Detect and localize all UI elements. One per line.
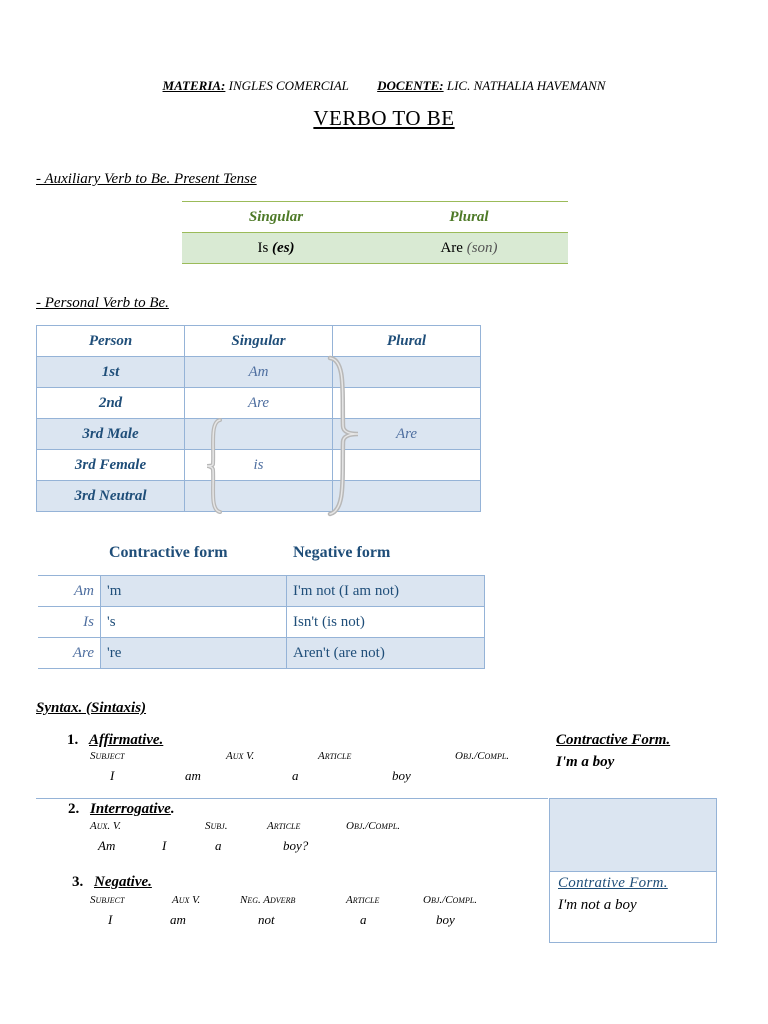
aux-header-plural: Plural	[370, 202, 568, 233]
person-cell: 3rd Female	[37, 450, 185, 481]
affirmative-contractive-title: Contractive Form.	[556, 732, 671, 748]
personal-header-singular: Singular	[185, 326, 333, 357]
affirmative-word-subject: I	[110, 768, 115, 783]
person-cell: 3rd Male	[37, 419, 185, 450]
negative-label-aux: Aux V.	[172, 894, 201, 906]
section-personal-heading: - Personal Verb to Be.	[36, 295, 169, 311]
negative-form-header: Negative form	[293, 544, 391, 561]
singular-cell: Am	[185, 357, 333, 388]
negative-cell: I'm not (I am not)	[287, 576, 485, 607]
materia-label: MATERIA:	[162, 78, 226, 93]
affirmative-label-aux: Aux V.	[226, 750, 255, 762]
interrogative-word-subj: I	[162, 838, 167, 853]
negative-label-subject: Subject	[90, 894, 125, 906]
interrogative-label-obj: Obj./Compl.	[346, 820, 401, 832]
table-row	[38, 576, 485, 607]
negative-number: 3.	[72, 874, 84, 890]
negative-word-obj: boy	[436, 912, 455, 927]
docente-label: DOCENTE:	[377, 78, 444, 93]
negative-label-obj: Obj./Compl.	[423, 894, 478, 906]
docente-value: LIC. NATHALIA HAVEMANN	[446, 78, 606, 93]
negative-label-article: Article	[346, 894, 380, 906]
person-cell: 1st	[37, 357, 185, 388]
affirmative-word-obj: boy	[392, 768, 411, 783]
aux-singular-translation: (es)	[272, 239, 295, 256]
affirmative-word-article: a	[292, 768, 299, 783]
table-row	[37, 388, 481, 419]
aux-header-singular: Singular	[182, 202, 370, 233]
aux-singular-verb: Is	[257, 239, 269, 256]
plural-are-cell: Are	[333, 419, 481, 450]
negative-contractive-title: Contrative Form.	[558, 875, 668, 891]
affirmative-number: 1.	[67, 732, 79, 748]
table-row	[38, 607, 485, 638]
page-title: VERBO TO BE	[313, 106, 455, 130]
negative-cell: Isn't (is not)	[287, 607, 485, 638]
auxiliary-table	[182, 201, 568, 264]
verb-cell: Are	[38, 638, 101, 669]
aux-plural-verb: Are	[440, 239, 463, 256]
interrogative-word-aux: Am	[98, 838, 116, 853]
materia-value: INGLES COMERCIAL	[228, 78, 349, 93]
personal-verb-table	[36, 325, 481, 512]
contractive-cell: 'm	[101, 576, 287, 607]
verb-cell: Is	[38, 607, 101, 638]
affirmative-label-obj: Obj./Compl.	[455, 750, 510, 762]
aux-plural-translation: (son)	[466, 239, 498, 256]
negative-word-subject: I	[108, 912, 113, 927]
interrogative-period: .	[170, 801, 175, 817]
negative-title: Negative.	[94, 874, 152, 890]
interrogative-title-wrap	[90, 801, 175, 818]
aux-singular-cell	[182, 233, 370, 264]
affirmative-label-subject: Subject	[90, 750, 125, 762]
negative-word-article: a	[360, 912, 367, 927]
affirmative-word-aux: am	[185, 768, 201, 783]
contractive-table	[38, 575, 485, 669]
negative-word-not: not	[258, 912, 275, 927]
brace-third-person-icon	[202, 416, 226, 516]
interrogative-label-subj: Subj.	[205, 820, 228, 832]
negative-contractive-example: I'm not a boy	[558, 897, 637, 913]
singular-cell: Are	[185, 388, 333, 419]
syntax-title: Syntax. (Sintaxis)	[36, 700, 147, 716]
contractive-form-header: Contractive form	[109, 544, 228, 561]
interrogative-word-article: a	[215, 838, 222, 853]
affirmative-label-article: Article	[318, 750, 352, 762]
singular-is-cell: is	[185, 450, 333, 481]
table-row	[37, 481, 481, 512]
aux-plural-cell	[370, 233, 568, 264]
section-auxiliary-heading: - Auxiliary Verb to Be. Present Tense	[36, 171, 257, 187]
interrogative-word-obj: boy?	[283, 838, 309, 853]
header-line	[0, 78, 768, 94]
table-row	[38, 638, 485, 669]
personal-header-person: Person	[37, 326, 185, 357]
personal-header-plural: Plural	[333, 326, 481, 357]
negative-label-neg-adverb: Neg. Adverb	[240, 894, 296, 906]
interrogative-label-aux: Aux. V.	[90, 820, 121, 832]
negative-word-aux: am	[170, 912, 186, 927]
affirmative-contractive-example: I'm a boy	[556, 754, 615, 770]
interrogative-label-article: Article	[267, 820, 301, 832]
person-cell: 2nd	[37, 388, 185, 419]
syntax-divider	[36, 798, 548, 799]
contractive-cell: 's	[101, 607, 287, 638]
interrogative-title: Interrogative	[90, 801, 171, 817]
contractive-cell: 're	[101, 638, 287, 669]
interrogative-number: 2.	[68, 801, 80, 817]
table-row	[37, 419, 481, 450]
table-row	[37, 450, 481, 481]
interrogative-contractive-box	[549, 798, 717, 872]
negative-cell: Aren't (are not)	[287, 638, 485, 669]
verb-cell: Am	[38, 576, 101, 607]
table-row	[37, 357, 481, 388]
person-cell: 3rd Neutral	[37, 481, 185, 512]
brace-plural-icon	[322, 354, 364, 518]
affirmative-title: Affirmative.	[89, 732, 164, 748]
